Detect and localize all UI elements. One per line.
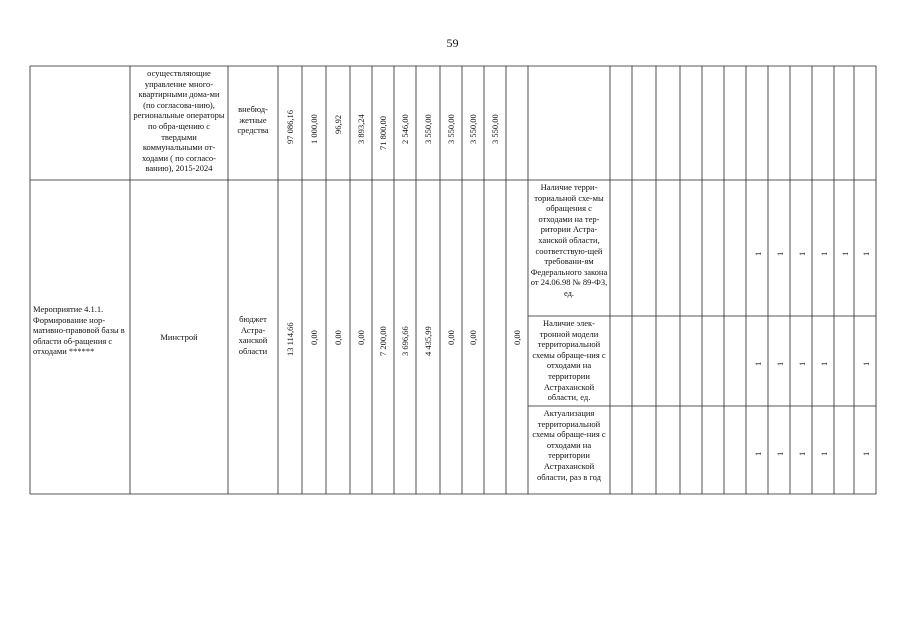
page-number: 59 bbox=[446, 36, 459, 50]
row2-value: 13 114,66 bbox=[285, 322, 295, 356]
row1-value: 3 550,00 bbox=[446, 114, 456, 144]
indicator-1-value: 1 bbox=[819, 251, 829, 256]
indicator-2-value: 1 bbox=[797, 361, 807, 366]
row2-value: 4 435,99 bbox=[423, 326, 433, 356]
row2-source: бюджет Астра-ханской области bbox=[238, 314, 268, 356]
row2-value: 0,00 bbox=[468, 330, 478, 345]
row2-value: 0,00 bbox=[446, 330, 456, 345]
row2-value: 7 200,00 bbox=[378, 326, 388, 356]
indicator-1-value: 1 bbox=[797, 251, 807, 256]
indicator-3-value: 1 bbox=[753, 451, 763, 456]
indicator-1-value: 1 bbox=[753, 251, 763, 256]
indicator-3-value: 1 bbox=[775, 451, 785, 456]
indicator-3: Актуализация территориальной схемы обраще-ния с отходами на территории Астраханской области, раз в год bbox=[532, 408, 606, 482]
indicator-2-value: 1 bbox=[775, 361, 785, 366]
row1-value: 97 086,16 bbox=[285, 110, 295, 144]
row1-executor: осуществляющие управление много-квартирными дома-ми (по согласова-нию), региональные операторы по обра-щению с твердыми коммунальными от-ходами ( по согласо-ванию), 2015-2024 bbox=[133, 68, 225, 174]
indicator-3-value: 1 bbox=[861, 451, 871, 456]
row1-value: 96,92 bbox=[333, 114, 343, 134]
row1-value: 3 550,00 bbox=[423, 114, 433, 144]
row1-value: 1 000,00 bbox=[309, 114, 319, 144]
indicator-3-value: 1 bbox=[819, 451, 829, 456]
indicator-1-value: 1 bbox=[861, 251, 871, 256]
indicator-2-value: 1 bbox=[753, 361, 763, 366]
row2-value: 0,00 bbox=[356, 330, 366, 345]
row2-executor: Минстрой bbox=[160, 332, 198, 342]
row2-value: 0,00 bbox=[333, 330, 343, 345]
row2-value: 3 696,66 bbox=[400, 326, 410, 356]
row1-source: внебюд-жетные средства bbox=[237, 104, 269, 136]
indicator-1: Наличие терри-ториальной схе-мы обращения с отходами на тер-ритории Астра-ханской области, соответствую-щей требовани-ям Федерального закона от 24.06.98 № 89-ФЗ, ед. bbox=[530, 182, 608, 298]
indicator-2-value: 1 bbox=[861, 361, 871, 366]
row2-event: Мероприятие 4.1.1. Формирование нор-мативно-правовой базы в области об-ращения с отходами ****** bbox=[33, 304, 125, 357]
row1-value: 71 800,00 bbox=[378, 116, 388, 150]
row2-value: 0,00 bbox=[309, 330, 319, 345]
indicator-1-value: 1 bbox=[840, 251, 850, 256]
row2-value: 0,00 bbox=[512, 330, 522, 345]
row1-value: 3 550,00 bbox=[468, 114, 478, 144]
row1-value: 2 546,00 bbox=[400, 114, 410, 144]
indicator-1-value: 1 bbox=[775, 251, 785, 256]
indicator-2: Наличие элек-тронной модели территориальной схемы обраще-ния с отходами на территории Астраханской области, ед. bbox=[532, 318, 606, 403]
row1-value: 3 893,24 bbox=[356, 114, 366, 144]
row1-value: 3 550,00 bbox=[490, 114, 500, 144]
indicator-2-value: 1 bbox=[819, 361, 829, 366]
indicator-3-value: 1 bbox=[797, 451, 807, 456]
